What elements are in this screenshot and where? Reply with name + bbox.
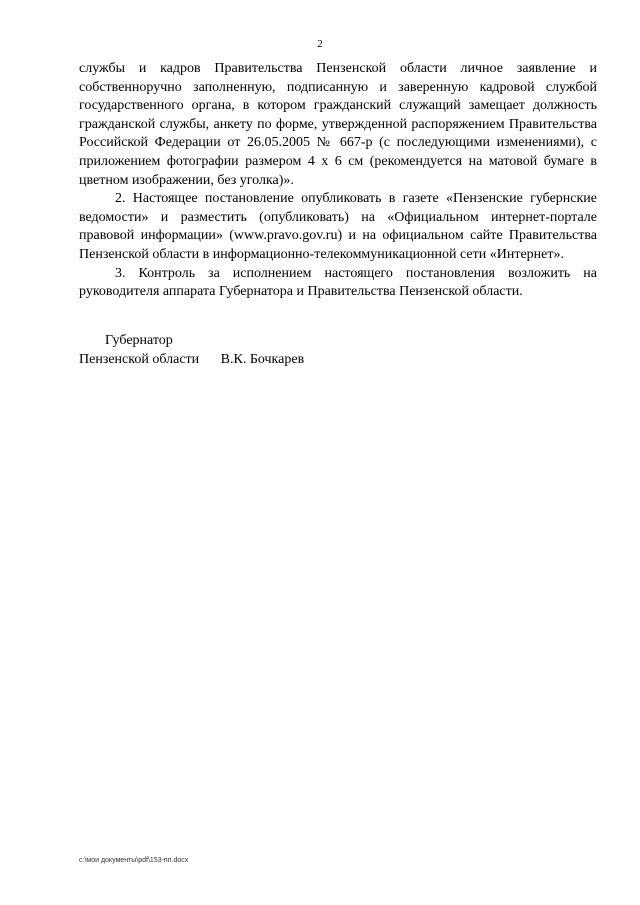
signature-title: Губернатор xyxy=(105,333,173,348)
signature-row xyxy=(79,350,379,369)
page-number: 2 xyxy=(317,38,323,50)
paragraph-continuation: службы и кадров Правительства Пензенской области личное заявление и собственноручно заполненную, подписанную и заверенную кадровой службой государственного органа, в котором гражданский служащий замещает должность гражданской службы, анкету по форме, утвержденной распоряжением Правительства Российской Федерации от 26.05.2005 № 667-р (с последующими изменениями), с приложением фотографии размером 4 х 6 см (рекомендуется на матовой бумаге в цветном изображении, без уголка)». xyxy=(79,61,597,188)
document-body xyxy=(79,60,597,302)
footer-file-path: c:\мои документы\pdf\153-пп.docx xyxy=(79,857,189,864)
signature-block xyxy=(79,331,379,369)
paragraph-publication: 2. Настоящее постановление опубликовать в газете «Пензенские губернские ведомости» и разместить (опубликовать) на «Официальном интернет-портале правовой информации» (www.pravo.gov.ru) и на официальном сайте Правительства Пензенской области в информационно-телекоммуникационной сети «Интернет». xyxy=(79,191,597,262)
signature-region: Пензенской области xyxy=(79,352,200,367)
signature-name: В.К. Бочкарев xyxy=(220,352,305,367)
paragraph-control: 3. Контроль за исполнением настоящего постановления возложить на руководителя аппарата Губернатора и Правительства Пензенской области. xyxy=(79,265,597,300)
